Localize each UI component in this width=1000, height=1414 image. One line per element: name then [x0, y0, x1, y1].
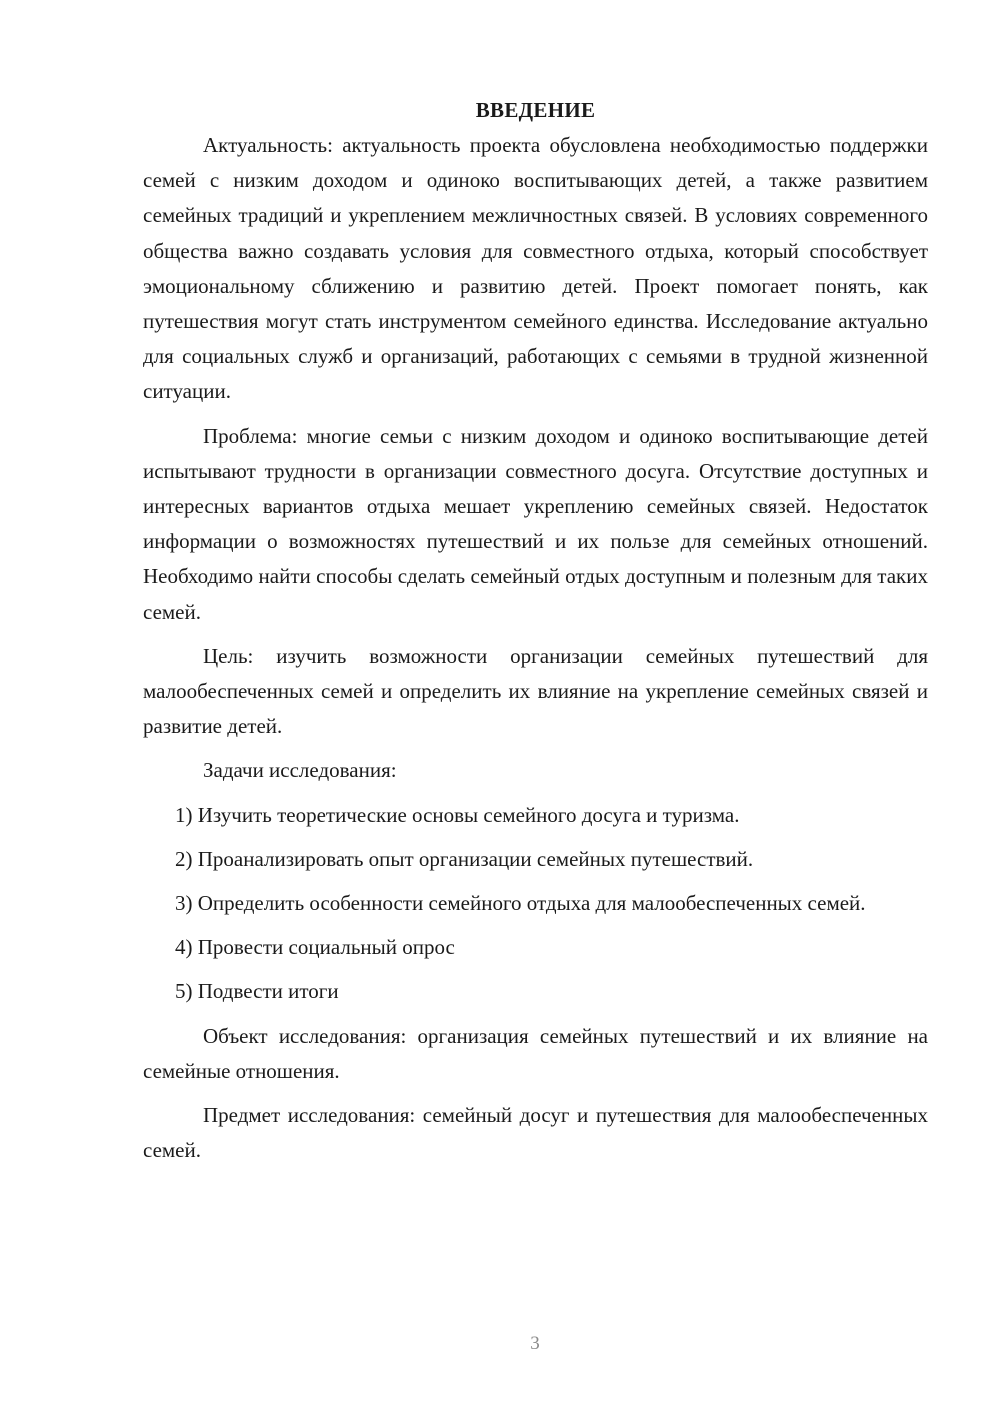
task-item-2: 2) Проанализировать опыт организации семейных путешествий.	[175, 846, 754, 871]
task-item-3: 3) Определить особенности семейного отдыха для малообеспеченных семей.	[175, 891, 866, 916]
goal-paragraph: Цель: изучить возможности организации семейных путешествий для малообеспеченных семей и определить их влияние на укрепление семейных связей и развитие детей.	[143, 643, 928, 739]
page-content	[143, 93, 928, 1168]
object-paragraph: Объект исследования: организация семейных путешествий и их влияние на семейные отношения.	[143, 1023, 928, 1083]
task-item-5: 5) Подвести итоги	[175, 979, 339, 1004]
subject-paragraph: Предмет исследования: семейный досуг и путешествия для малообеспеченных семей.	[143, 1103, 928, 1163]
relevance-paragraph: Актуальность: актуальность проекта обусловлена необходимостью поддержки семей с низким доходом и одиноко воспитывающих детей, а также развитием семейных традиций и укреплением межличностных связей. В условиях современного общества важно создавать условия для совместного отдыха, который способствует эмоциональному сближению и развитию детей. Проект помогает понять, как путешествия могут стать инструментом семейного единства. Исследование актуально для социальных служб и организаций, работающих с семьями в трудной жизненной ситуации.	[143, 133, 928, 404]
section-heading: ВВЕДЕНИЕ	[475, 98, 596, 122]
task-item-4: 4) Провести социальный опрос	[175, 935, 455, 960]
problem-paragraph: Проблема: многие семьи с низким доходом и одиноко воспитывающие детей испытывают трудности в организации совместного досуга. Отсутствие доступных и интересных вариантов отдыха мешает укреплению семейных связей. Недостаток информации о возможностях путешествий и их пользе для семейных отношений. Необходимо найти способы сделать семейный отдых доступным и полезным для таких семей.	[143, 423, 928, 624]
task-item-1: 1) Изучить теоретические основы семейного досуга и туризма.	[175, 802, 740, 827]
tasks-title: Задачи исследования:	[203, 758, 397, 783]
page-number: 3	[530, 1333, 540, 1354]
